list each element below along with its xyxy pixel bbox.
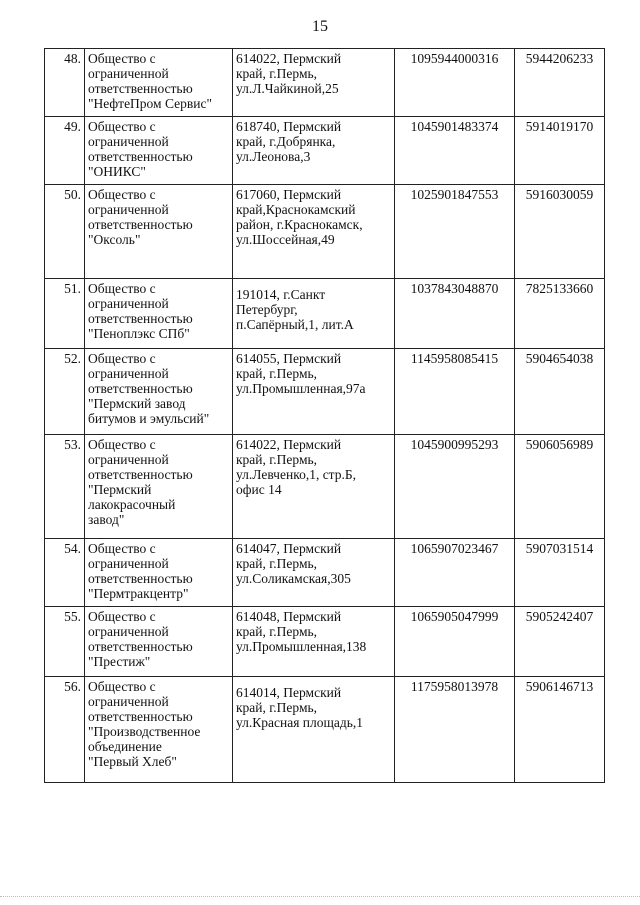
organization-name (85, 49, 233, 117)
organization-name-line: битумов и эмульсий" (88, 411, 210, 426)
row-number: 48. (45, 49, 85, 117)
organization-address-line: ул.Соликамская,305 (236, 571, 351, 586)
inn-value: 5907031514 (515, 539, 605, 607)
organization-name-line: ответственностью (88, 81, 193, 96)
organization-name-line: Общество с (88, 187, 156, 202)
organization-name-line: ответственностью (88, 467, 193, 482)
organization-address-line: п.Сапёрный,1, лит.А (236, 317, 354, 332)
organization-name-line: Общество с (88, 119, 156, 134)
inn-value: 5914019170 (515, 117, 605, 185)
organization-name-line: ограниченной (88, 296, 169, 311)
organization-address (233, 349, 395, 435)
scan-edge-artifact (0, 896, 640, 901)
organization-address-line: ул.Л.Чайкиной,25 (236, 81, 339, 96)
organization-name-line: Общество с (88, 351, 156, 366)
organization-name-line: ограниченной (88, 66, 169, 81)
organization-address-line: край, г.Добрянка, (236, 134, 336, 149)
page-number: 15 (312, 18, 328, 35)
row-number: 51. (45, 279, 85, 349)
organization-name-line: "Пеноплэкс СПб" (88, 326, 190, 341)
organization-address-line: край, г.Пермь, (236, 452, 318, 467)
organization-name (85, 279, 233, 349)
organization-name-line: Общество с (88, 51, 156, 66)
organization-address-line: 614022, Пермский (236, 437, 342, 452)
organization-address-line: 614047, Пермский (236, 541, 342, 556)
table-row (45, 117, 605, 185)
organization-address-line: ул.Леонова,3 (236, 149, 311, 164)
organization-name-line: "ОНИКС" (88, 164, 146, 179)
organization-address-line: район, г.Краснокамск, (236, 217, 363, 232)
organization-address-line: ул.Красная площадь,1 (236, 715, 364, 730)
organization-address-line: 614055, Пермский (236, 351, 342, 366)
organization-address-line: край, г.Пермь, (236, 700, 318, 715)
ogrn-value: 1095944000316 (395, 49, 515, 117)
ogrn-value: 1025901847553 (395, 185, 515, 279)
organization-address-line: край, г.Пермь, (236, 556, 318, 571)
organization-name-line: ответственностью (88, 639, 193, 654)
organization-address-line: 617060, Пермский (236, 187, 342, 202)
organization-name-line: ограниченной (88, 556, 169, 571)
table-row (45, 185, 605, 279)
organization-name (85, 677, 233, 783)
organization-address-line: 614048, Пермский (236, 609, 342, 624)
organization-address (233, 435, 395, 539)
organization-name-line: "Оксоль" (88, 232, 141, 247)
table-row (45, 677, 605, 783)
ogrn-value: 1065907023467 (395, 539, 515, 607)
organization-name-line: ответственностью (88, 381, 193, 396)
table-row (45, 607, 605, 677)
ogrn-value: 1065905047999 (395, 607, 515, 677)
table-row (45, 539, 605, 607)
table-row (45, 435, 605, 539)
organization-name-line: "Престиж" (88, 654, 151, 669)
organization-name-line: Общество с (88, 679, 156, 694)
inn-value: 5905242407 (515, 607, 605, 677)
organization-name-line: "Пермский завод (88, 396, 186, 411)
row-number: 52. (45, 349, 85, 435)
table-body (45, 49, 605, 783)
inn-value: 5916030059 (515, 185, 605, 279)
organization-name (85, 185, 233, 279)
ogrn-value: 1175958013978 (395, 677, 515, 783)
organization-address-line: ул.Левченко,1, стр.Б, (236, 467, 356, 482)
ogrn-value: 1145958085415 (395, 349, 515, 435)
organization-name-line: "Первый Хлеб" (88, 754, 177, 769)
organization-address-line: офис 14 (236, 482, 282, 497)
organization-address (233, 607, 395, 677)
inn-value: 7825133660 (515, 279, 605, 349)
organization-name-line: ограниченной (88, 202, 169, 217)
organization-address (233, 279, 395, 349)
organization-name-line: ответственностью (88, 149, 193, 164)
organization-address (233, 677, 395, 783)
organization-name (85, 349, 233, 435)
organization-address-line: 191014, г.Санкт (236, 287, 326, 302)
organization-name (85, 539, 233, 607)
inn-value: 5944206233 (515, 49, 605, 117)
organization-name-line: ответственностью (88, 311, 193, 326)
organization-name-line: "Пермтракцентр" (88, 586, 189, 601)
ogrn-value: 1045901483374 (395, 117, 515, 185)
organization-name-line: ограниченной (88, 452, 169, 467)
organization-address-line: 614014, Пермский (236, 685, 342, 700)
organization-name-line: "НефтеПром Сервис" (88, 96, 212, 111)
organization-address (233, 185, 395, 279)
organization-address-line: край,Краснокамский (236, 202, 356, 217)
row-number: 49. (45, 117, 85, 185)
table-row (45, 49, 605, 117)
organization-name-line: ограниченной (88, 694, 169, 709)
row-number: 56. (45, 677, 85, 783)
organization-name-line: ответственностью (88, 217, 193, 232)
row-number: 53. (45, 435, 85, 539)
organization-name-line: Общество с (88, 541, 156, 556)
organization-address-line: край, г.Пермь, (236, 624, 318, 639)
row-number: 55. (45, 607, 85, 677)
organization-name-line: ответственностью (88, 571, 193, 586)
organization-address-line: ул.Промышленная,97а (236, 381, 366, 396)
organization-name-line: объединение (88, 739, 162, 754)
ogrn-value: 1037843048870 (395, 279, 515, 349)
organization-address-line: 618740, Пермский (236, 119, 342, 134)
inn-value: 5906056989 (515, 435, 605, 539)
organization-address-line: Петербург, (236, 302, 298, 317)
organization-address-line: 614022, Пермский (236, 51, 342, 66)
organization-name-line: Общество с (88, 609, 156, 624)
row-number: 54. (45, 539, 85, 607)
inn-value: 5906146713 (515, 677, 605, 783)
table-row (45, 279, 605, 349)
ogrn-value: 1045900995293 (395, 435, 515, 539)
organization-name-line: Общество с (88, 437, 156, 452)
organization-address-line: ул.Шоссейная,49 (236, 232, 335, 247)
organization-name-line: ограниченной (88, 366, 169, 381)
organization-address-line: край, г.Пермь, (236, 66, 318, 81)
organization-name (85, 117, 233, 185)
organization-name-line: ограниченной (88, 134, 169, 149)
organization-name-line: лакокрасочный (88, 497, 176, 512)
organization-name (85, 435, 233, 539)
organization-name-line: "Пермский (88, 482, 152, 497)
organization-address-line: ул.Промышленная,138 (236, 639, 367, 654)
organization-name-line: Общество с (88, 281, 156, 296)
organizations-table (44, 48, 605, 783)
organization-name-line: ограниченной (88, 624, 169, 639)
organization-name (85, 607, 233, 677)
inn-value: 5904654038 (515, 349, 605, 435)
organization-name-line: завод" (88, 512, 125, 527)
organization-name-line: ответственностью (88, 709, 193, 724)
organization-address (233, 49, 395, 117)
table-row (45, 349, 605, 435)
row-number: 50. (45, 185, 85, 279)
organization-name-line: "Производственное (88, 724, 201, 739)
organization-address (233, 539, 395, 607)
organization-address-line: край, г.Пермь, (236, 366, 318, 381)
organization-address (233, 117, 395, 185)
